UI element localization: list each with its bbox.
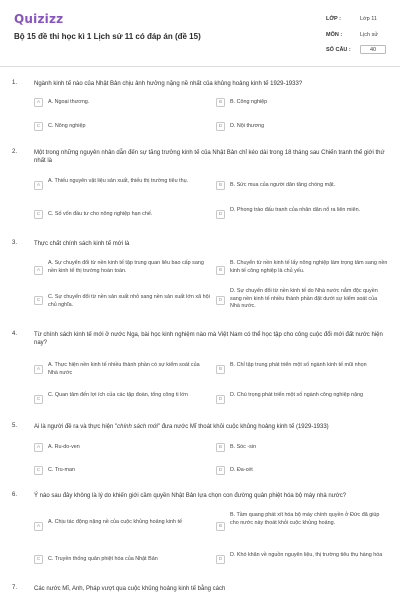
option-letter-box: C [34,296,43,305]
question-number: 2. [12,149,18,155]
option-letter-box: C [34,466,43,475]
option-text: C. Số vốn đầu tư cho nông nghiệp hạn chế. [48,210,153,217]
question-text: Từ chính sách kinh tế mới ở nước Nga, bài học kinh nghiệm nào mà Việt Nam có thể học tập cho công cuộc đổi mới đất nước hiện nay? [34,332,383,347]
question-text-part: Ai là người đề ra và thực hiện " [34,424,118,430]
meta-grade-label: LỚP : [326,16,341,22]
question-text [34,423,388,431]
meta-grade-value: Lớp 11 [360,16,377,22]
option-text: B. Chuyển từ nền kinh tế lấy nông nghiệp làm trọng tâm sang nền kinh tế công nghiệp là chủ yếu. [230,260,388,274]
question-text: Thực chất chính sách kinh tế mới là [34,241,130,247]
option-letter-box: B [216,181,225,190]
option-text: A. Thiếu nguyên vật liệu sản xuất, thiếu thị trường tiêu thụ. [48,178,189,184]
option-letter-box: A [34,98,43,107]
header-divider [0,66,400,67]
question-text: Ý nào sau đây không là lý do khiến giới cầm quyền Nhật Bản lựa chọn con đường quân phiệt hóa bộ máy nhà nước? [34,493,347,499]
worksheet-header [0,0,400,66]
option-text: D. Đa-cét [230,466,253,473]
option-text: C. Tru-man [48,466,75,473]
question-number: 4. [12,331,18,337]
question-text-emphasis: chính sách mới [117,424,158,430]
option-letter-box: C [34,122,43,131]
option-letter-box: D [216,210,225,219]
option-letter-box: D [216,395,225,404]
question-number: 1. [12,80,18,86]
option-text: D. Phong trào đấu tranh của nhân dân nổ ra liên miên. [230,207,361,213]
option-letter-box: D [216,296,225,305]
option-letter-box: A [34,443,43,452]
option-letter-box: C [34,395,43,404]
option-text: D. Nội thương [230,122,265,129]
meta-subject-label: MÔN : [326,32,343,38]
option-letter-box: C [34,210,43,219]
meta-count-value: 40 [360,45,386,54]
question-number: 7. [12,585,18,591]
option-text: C. Truyền thống quân phiệt hóa của Nhật Bản [48,555,158,562]
question-text: Các nước Mĩ, Anh, Pháp vượt qua cuộc khủng hoảng kinh tế bằng cách [34,586,226,592]
option-letter-box: D [216,466,225,475]
page-title: Bộ 15 đề thi học kì 1 Lịch sử 11 có đáp án (đề 15) [14,32,201,41]
option-text: C. Sự chuyển đổi từ nền sản xuất nhỏ sang nền sản xuất lớn xã hội chủ nghĩa. [48,294,210,308]
option-letter-box: B [216,266,225,275]
option-text: C. Quan tâm đến lợi ích của các tập đoàn, tổng công ti lớn [48,392,188,398]
option-letter-box: A [34,266,43,275]
question-text-part: " đưa nước Mĩ thoát khỏi cuộc khủng hoảng kinh tế (1929-1933) [157,424,329,430]
question-number: 5. [12,423,18,429]
question-text: Ngành kinh tế nào của Nhật Bản chịu ảnh hưởng nặng nề nhất của khủng hoảng kinh tế 1929-1933? [34,81,303,87]
option-text: B. Tầm quang phát xít hóa bộ máy chính quyền ở Đức đã giúp cho nước này thoát khỏi cuộc khủng hoảng. [230,512,380,526]
option-text: A. Ru-do-ven [48,443,80,450]
option-letter-box: D [216,122,225,131]
question-text: Một trong những nguyên nhân dẫn đến sự tăng trưởng kinh tế của Nhật Bản chỉ kéo dài trong 18 tháng sau Chiến tranh thế giới thứ nhất là [34,150,385,165]
option-text: C. Nông nghiệp [48,122,86,129]
option-text: B. Công nghiệp [230,98,268,105]
option-letter-box: B [216,98,225,107]
option-letter-box: A [34,522,43,531]
option-letter-box: B [216,443,225,452]
option-text: D. Sự chuyển đổi từ nền kinh tế do Nhà nước nắm độc quyền sang nền kinh tế nhiều thành phần đặt dưới sự kiểm soát của Nhà nước. [230,288,378,310]
option-letter-box: C [34,555,43,564]
option-letter-box: B [216,365,225,374]
question-number: 6. [12,492,18,498]
option-text: B. Sức mua của người dân tăng chóng mặt. [230,181,336,188]
quizizz-logo[interactable]: Quizizz [14,12,64,26]
option-text: A. Ngoại thương. [48,98,90,105]
option-letter-box: D [216,555,225,564]
option-text: B. Sóc -sin [230,443,257,450]
option-text: B. Chỉ tập trung phát triển một số ngành kinh tế mũi nhọn [230,362,367,368]
option-text: D. Khó khăn về nguồn nguyên liệu, thị trường tiêu thụ hàng hóa [230,552,383,558]
meta-subject-value: Lịch sử [360,32,379,38]
option-letter-box: B [216,522,225,531]
option-letter-box: A [34,365,43,374]
option-letter-box: A [34,181,43,190]
meta-count-label: SỐ CÂU : [326,47,351,53]
option-text: A. Sự chuyển đổi từ nền kinh tế tập trung quan liêu bao cấp sang nền kinh tế thị trường hoàn toàn. [48,260,204,274]
option-text: A. Thực hiện nền kinh tế nhiều thành phần có sự kiểm soát của Nhà nước [48,362,200,376]
question-number: 3. [12,240,18,246]
option-text: D. Chú trọng phát triển một số ngành công nghiệp nặng [230,392,364,398]
option-text: A. Chịu tác động nặng nề của cuộc khủng hoảng kinh tế [48,519,182,525]
